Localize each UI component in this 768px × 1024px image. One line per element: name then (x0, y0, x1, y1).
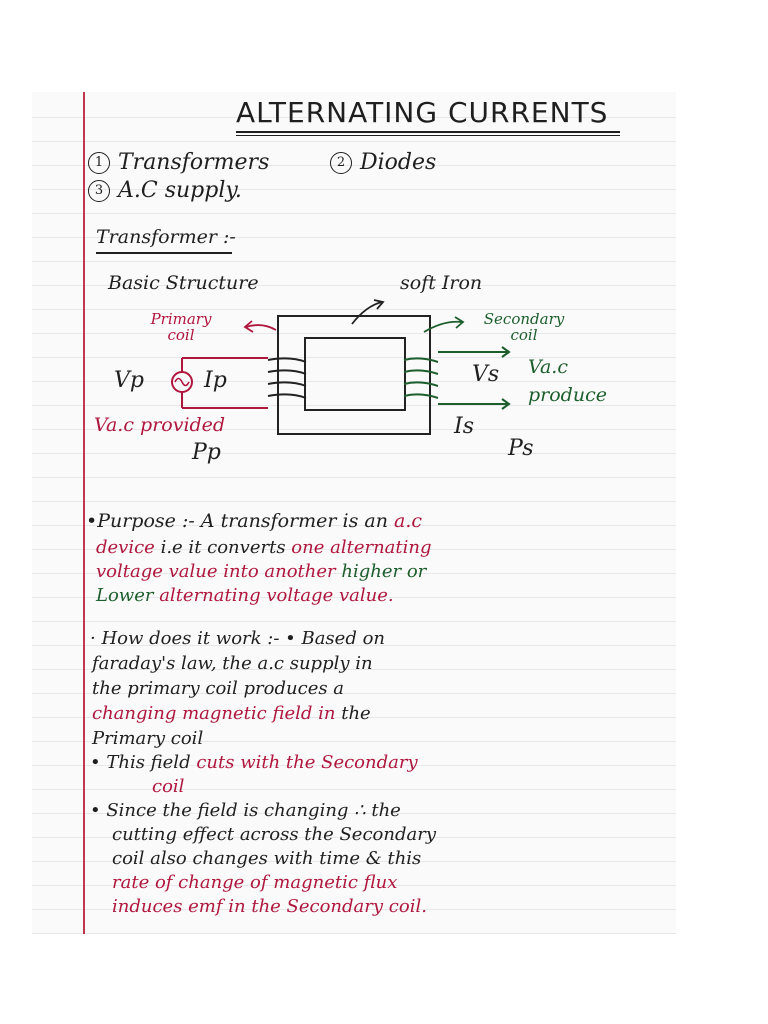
primary-coil-pointer (246, 325, 276, 330)
ip-label: Ip (204, 368, 227, 393)
primary-winding (268, 358, 306, 398)
how-line-2: faraday's law, the a.c supply in (92, 653, 373, 674)
purpose-line-4a: Lower (96, 585, 154, 606)
purpose-line-3a: voltage value into another (96, 561, 336, 582)
soft-iron-label: soft Iron (400, 272, 483, 294)
how-line-3: the primary coil produces a (92, 678, 345, 699)
how-line-8: • Since the field is changing ∴ the (90, 800, 401, 821)
purpose-line-4 (96, 585, 394, 606)
purpose-line-1 (86, 510, 422, 532)
how-line-6a: • This field (90, 752, 191, 773)
vac-provided-label: Va.c provided (94, 414, 226, 436)
page-title: ALTERNATING CURRENTS (236, 96, 609, 129)
how-line-10: coil also changes with time & this (112, 848, 422, 869)
secondary-winding (404, 358, 438, 398)
soft-iron-pointer (352, 302, 382, 324)
how-line-9: cutting effect across the Secondary (112, 824, 436, 845)
how-line-11: rate of change of magnetic flux (112, 872, 398, 893)
purpose-line-4b: alternating voltage value. (159, 585, 394, 606)
purpose-line-3b: higher or (341, 561, 427, 582)
purpose-line-3 (96, 561, 426, 582)
topic-number-3: 3 (88, 180, 110, 202)
how-line-6 (90, 752, 418, 773)
purpose-line-1b: a.c (394, 510, 423, 532)
topic-2-label: Diodes (360, 150, 437, 175)
section-heading: Transformer :- (96, 226, 236, 248)
purpose-line-2 (96, 537, 432, 558)
pp-label: Pp (192, 440, 221, 465)
how-line-12: induces emf in the Secondary coil. (112, 896, 427, 917)
purpose-line-2c: one alternating (291, 537, 432, 558)
primary-coil-label: Primary coil (150, 310, 212, 344)
is-label: Is (454, 414, 474, 439)
how-line-1: · How does it work :- • Based on (90, 628, 385, 649)
how-line-4b: the (341, 703, 371, 724)
how-line-4 (92, 703, 371, 724)
vs-label: Vs (472, 362, 500, 387)
purpose-line-2b: i.e it converts (160, 537, 286, 558)
topic-number-2: 2 (330, 152, 352, 174)
topic-3-label: A.C supply. (118, 178, 242, 203)
core-outer (278, 316, 430, 434)
ps-label: Ps (508, 436, 534, 461)
topic-number-1: 1 (88, 152, 110, 174)
vp-label: Vp (114, 368, 144, 393)
purpose-line-2a: device (96, 537, 155, 558)
vac-produce-label-2: produce (528, 384, 607, 406)
vac-produce-label-1: Va.c (528, 356, 568, 378)
sine-wave-icon (175, 379, 189, 386)
how-line-7: coil (152, 776, 185, 797)
topic-1-label: Transformers (118, 150, 270, 175)
secondary-coil-label: Secondary coil (483, 310, 565, 344)
core-inner (305, 338, 405, 410)
how-line-4a: changing magnetic field in (92, 703, 336, 724)
how-line-6b: cuts with the Secondary (196, 752, 418, 773)
how-line-5: Primary coil (92, 728, 204, 749)
purpose-line-1a: •Purpose :- A transformer is an (86, 510, 388, 532)
basic-structure-label: Basic Structure (108, 272, 259, 294)
